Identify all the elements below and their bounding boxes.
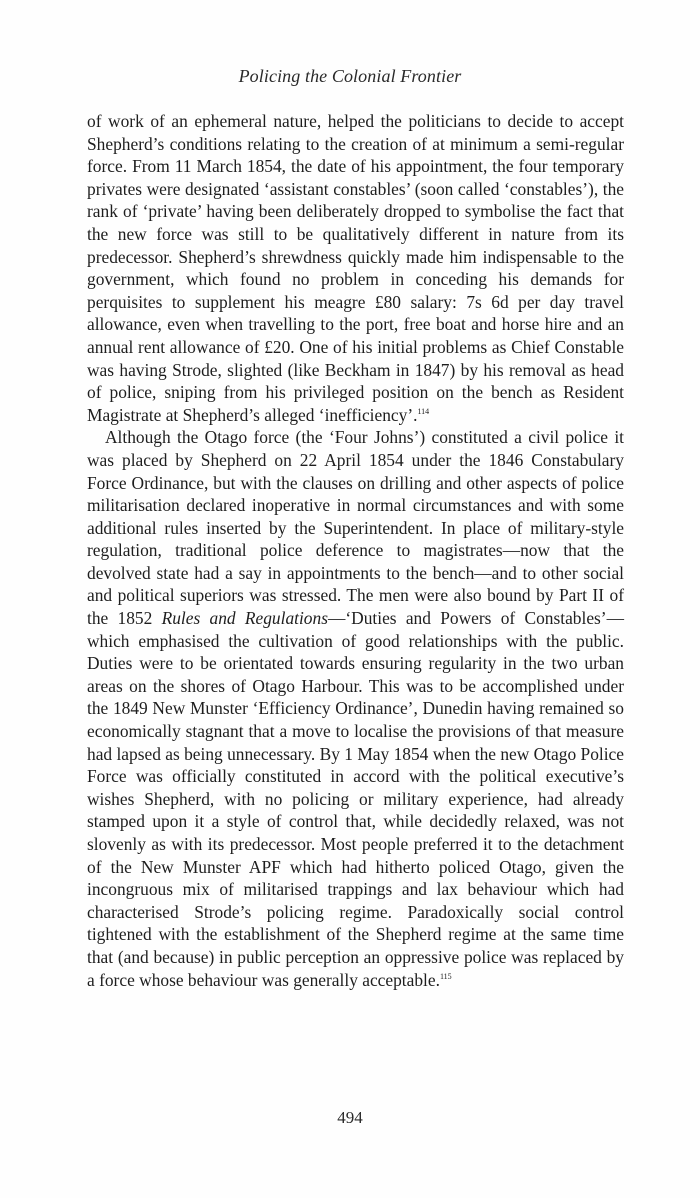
running-head: Policing the Colonial Frontier: [238, 66, 462, 86]
paragraph-1-text: of work of an ephemeral nature, helped the politicians to decide to accept Shepherd’s conditions relating to the creation of at minimum a semi-regular force. From 11 March 1854, the date of his appointment, the four temporary privates were designated ‘assistant constables’ (soon called ‘constables’), the rank of ‘private’ having been deliberately dropped to symbolise the fact that the new force was still to be qualitatively different in nature from its predecessor. Shepherd’s shrewdness quickly made him indispensable to the government, which found no problem in conceding his demands for perquisites to supplement his meagre £80 salary: 7s 6d per day travel allowance, even when travelling to the port, free boat and horse hire and an annual rent allowance of £20. One of his initial problems as Chief Constable was having Strode, slighted (like Beckham in 1847) by his removal as head of police, sniping from his privileged position on the bench as Resident Magistrate at Shepherd’s alleged ‘inefficiency’.: [87, 111, 624, 425]
page-number: 494: [337, 1108, 363, 1127]
body-text: [87, 110, 624, 991]
publication-title: Rules and Regulations: [161, 608, 328, 629]
footnote-ref-114: 114: [417, 406, 430, 416]
paragraph-2: [87, 426, 624, 991]
paragraph-2-text-b: —‘Duties and Powers of Constables’—which emphasised the cultivation of good relationships with the public. Duties were to be orientated towards ensuring regularity in the two urban areas on the shores of Otago Harbour. This was to be accomplished under the 1849 New Munster ‘Efficiency Ordinance’, Dunedin having remained so economically stagnant that a move to localise the provisions of that measure had lapsed as being unnecessary. By 1 May 1854 when the new Otago Police Force was officially constituted in accord with the political executive’s wishes Shepherd, with no policing or military experience, had already stamped upon it a style of control that, while decidedly relaxed, was not slovenly as with its predecessor. Most people preferred it to the detachment of the New Munster APF which had hitherto policed Otago, given the incongruous mix of militarised trappings and lax behaviour which had characterised Strode’s policing regime. Paradoxically social control tightened with the establishment of the Shepherd regime at the same time that (and because) in public perception an oppressive police was replaced by a force whose behaviour was generally acceptable.: [87, 608, 624, 990]
paragraph-1: [87, 110, 624, 426]
footnote-ref-115: 115: [439, 971, 452, 981]
paragraph-2-text-a: Although the Otago force (the ‘Four Johns’) constituted a civil police it was placed by Shepherd on 22 April 1854 under the 1846 Constabulary Force Ordinance, but with the clauses on drilling and other aspects of police militarisation declared inoperative in normal circumstances and with some additional rules inserted by the Superintendent. In place of military-style regulation, traditional police deference to magistrates—now that the devolved state had a say in appointments to the bench—and to other social and political superiors was stressed. The men were also bound by Part II of the 1852: [87, 427, 624, 629]
